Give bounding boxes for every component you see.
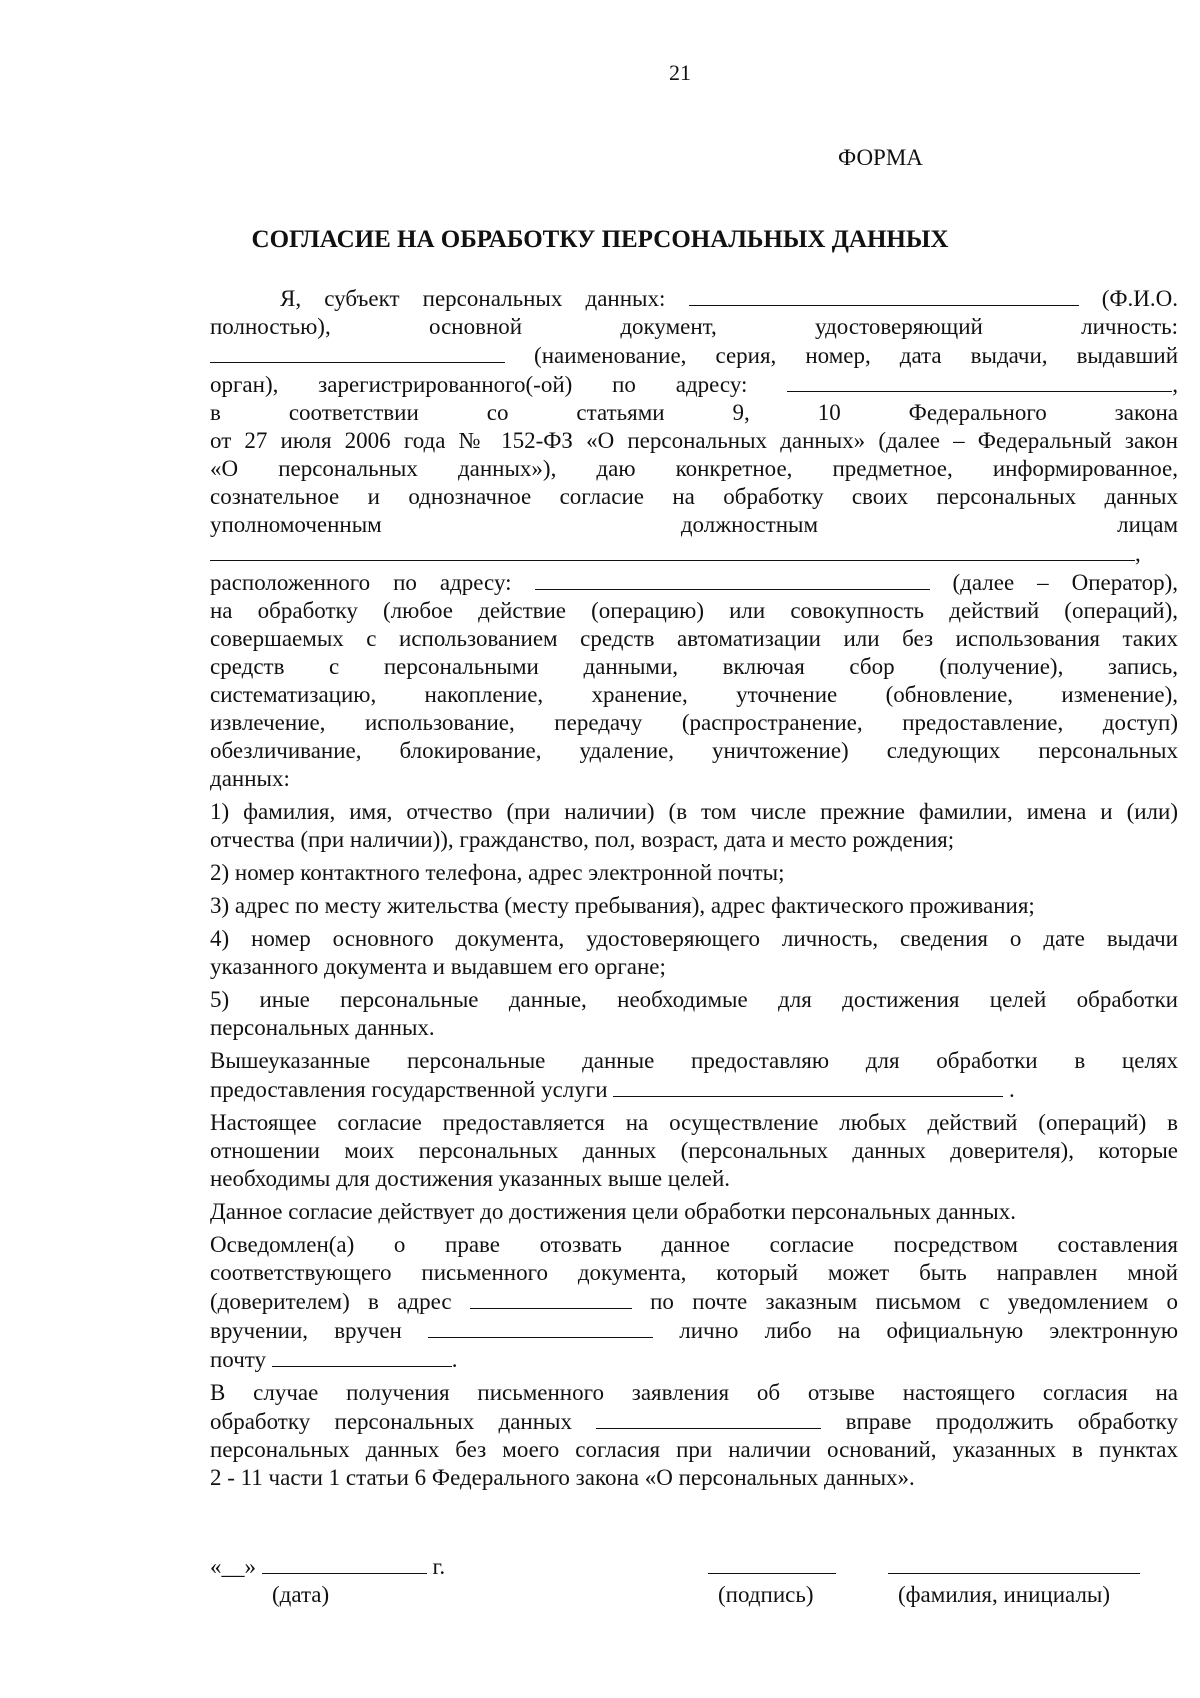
form-label: ФОРМА [838,145,923,170]
list-item-5: 5) иные персональные данные, необходимые для достижения целей обработки [210,987,1178,1012]
continue-field[interactable] [596,1407,821,1429]
line-delivered [210,1316,1178,1345]
word: удостоверяющий [815,314,983,339]
list-item-4: 4) номер основного документа, удостоверяющего личность, сведения о дате выдачи [210,926,1178,951]
list-item-1: 1) фамилия, имя, отчество (при наличии) (в том числе прежние фамилии, имена и (или) [210,799,1178,824]
page-number: 21 [669,60,691,85]
text: лично либо на официальную электронную [679,1318,1179,1343]
line-revoke-address [210,1287,1178,1316]
line-email [210,1345,1178,1374]
year-suffix: г. [432,1554,446,1579]
signature-line [708,1552,836,1580]
text: (наименование, серия, номер, дата выдачи, выдавший [534,343,1178,368]
text: . [451,1347,458,1372]
document-title: СОГЛАСИЕ НА ОБРАБОТКУ ПЕРСОНАЛЬНЫХ ДАННЫХ [251,226,949,253]
document-field[interactable] [210,341,505,363]
text-line: «О персональных данных»), даю конкретное, предметное, информированное, [210,456,1178,481]
text-line: 2 - 11 части 1 статьи 6 Федерального закона «О персональных данных». [210,1465,915,1490]
word: должностным [680,512,819,537]
name-line [888,1552,1140,1580]
fio-field[interactable] [689,284,1079,306]
line-law [210,399,1178,427]
line-officials [210,511,1178,539]
list-item-4-cont: указанного документа и выдавшем его органе; [210,954,666,979]
operator-address-field[interactable] [535,568,930,590]
text: вручении, вручен [210,1318,402,1343]
text: почту [210,1347,267,1372]
text: обработку персональных данных [210,1409,572,1434]
line-operator-name [210,539,1178,568]
word: Федерального [908,400,1047,425]
word: личность: [1081,314,1179,339]
date-label: (дата) [272,1582,330,1607]
text-line: средств с персональными данными, включая сбор (получение), запись, [210,654,1178,679]
text-line: отношении моих персональных данных (персональных данных доверителя), которые [210,1138,1178,1163]
text: , [1135,541,1141,566]
list-item-5-cont: персональных данных. [210,1015,435,1040]
text-subject: Я, субъект персональных данных: [280,286,666,311]
text: орган), зарегистрированного(-ой) по адресу: [210,372,748,397]
consent-body [210,284,1178,1492]
text-line: совершаемых с использованием средств автоматизации или без использования таких [210,626,1178,651]
date-day-field[interactable]: «__» [210,1554,256,1579]
line-document [210,313,1178,341]
text-line: необходимы для достижения указанных выше целей. [210,1166,731,1191]
word: в [210,400,221,425]
list-item-2: 2) номер контактного телефона, адрес электронной почты; [210,860,785,885]
date-month-field[interactable] [262,1552,427,1574]
text-line: персональных данных без моего согласия при наличии оснований, указанных в пунктах [210,1437,1178,1462]
operator-name-field[interactable] [210,539,1135,561]
list-item-3: 3) адрес по месту жительства (месту пребывания), адрес фактического проживания; [210,893,1035,918]
signature-label: (подпись) [718,1582,814,1607]
word: лицам [1117,512,1178,537]
delivered-field[interactable] [428,1316,653,1338]
text: предоставления государственной услуги [210,1077,608,1102]
text-line: данных: [210,766,290,791]
list-item-1-cont: отчества (при наличии)), гражданство, пол, возраст, дата и место рождения; [210,827,955,852]
word: полностью), [210,314,331,339]
text-line: от 27 июля 2006 года № 152-ФЗ «О персональных данных» (далее – Федеральный закон [210,428,1178,453]
name-field[interactable] [888,1552,1140,1574]
text: (доверителем) в адрес [210,1289,452,1314]
word: закона [1114,400,1178,425]
word: основной [429,314,523,339]
date-line [210,1552,445,1580]
word: 10 [817,400,841,425]
email-field[interactable] [272,1345,452,1367]
word: уполномоченным [210,512,382,537]
text-line: сознательное и однозначное согласие на обработку своих персональных данных [210,484,1178,509]
word: документ, [620,314,717,339]
text-line: Вышеуказанные персональные данные предоставляю для обработки в целях [210,1048,1178,1073]
text: (далее – Оператор), [952,570,1178,595]
text-line: извлечение, использование, передачу (распространение, предоставление, доступ) [210,710,1178,735]
text-line: Данное согласие действует до достижения цели обработки персональных данных. [210,1199,1016,1224]
word: 9, [732,400,750,425]
line-subject [210,284,1178,313]
text: . [1009,1077,1015,1102]
name-label: (фамилия, инициалы) [898,1582,1111,1607]
text: , [1172,372,1179,397]
address-field[interactable] [787,370,1172,392]
revoke-address-field[interactable] [470,1287,632,1309]
line-document-details [210,341,1178,370]
text-line: В случае получения письменного заявления об отзыве настоящего согласия на [210,1380,1178,1405]
text: расположенного по адресу: [210,570,512,595]
text-line: соответствующего письменного документа, который может быть направлен мной [210,1260,1178,1285]
text-line: на обработку (любое действие (операцию) или совокупность действий (операций), [210,598,1178,623]
text-line: Настоящее согласие предоставляется на осуществление любых действий (операций) в [210,1110,1178,1135]
text-line: обезличивание, блокирование, удаление, уничтожение) следующих персональных [210,738,1178,763]
text-line: Осведомлен(а) о праве отозвать данное согласие посредством составления [210,1232,1178,1257]
line-address [210,370,1178,399]
signature-field[interactable] [708,1552,836,1574]
text: по почте заказным письмом с уведомлением о [650,1289,1179,1314]
line-service [210,1075,1178,1104]
word: соответствии [288,400,419,425]
line-continue [210,1407,1178,1436]
text-fio: (Ф.И.О. [1101,286,1179,311]
text-line: систематизацию, накопление, хранение, уточнение (обновление, изменение), [210,682,1178,707]
service-field[interactable] [613,1075,1003,1097]
word: со [486,400,509,425]
word: статьями [576,400,665,425]
line-operator-address [210,568,1178,597]
text: вправе продолжить обработку [845,1409,1179,1434]
